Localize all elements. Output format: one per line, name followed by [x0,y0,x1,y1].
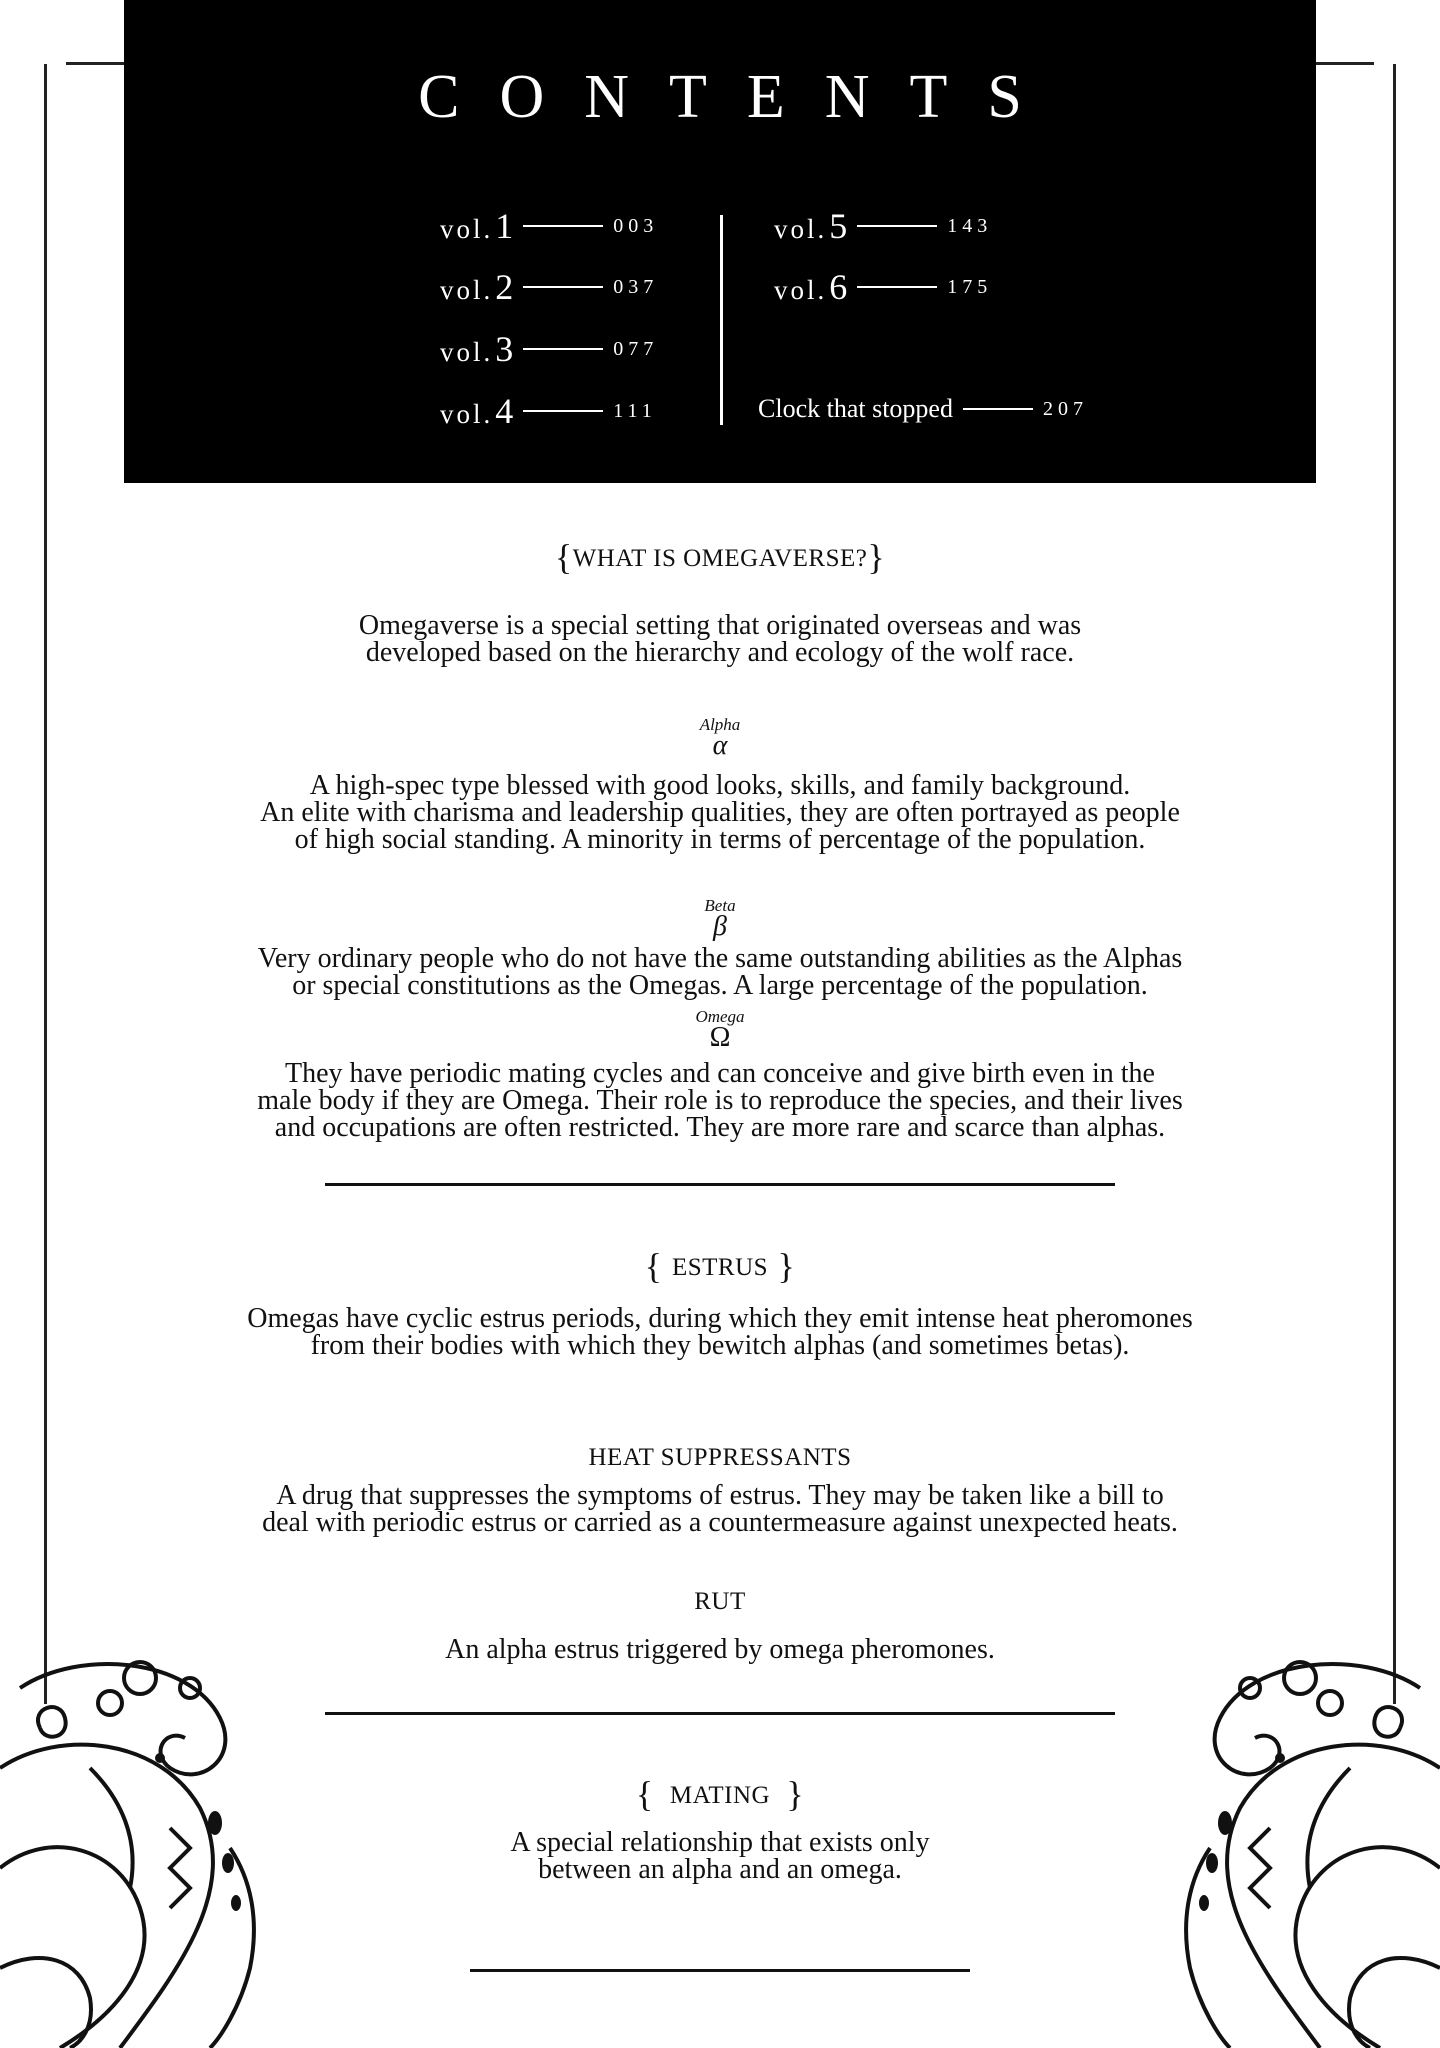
toc-leader [523,348,603,350]
toc-entry-vol-3[interactable] [440,328,658,370]
toc-label: Clock that stopped [758,394,953,423]
heat-suppressants-description: A drug that suppresses the symptoms of estrus. They may be taken like a bill to deal with periodic estrus or carried as a countermeasure against unexpected heats. [262,1480,1178,1538]
ornament-left-icon [0,1648,300,2048]
toc-leader [523,410,603,412]
estrus-description: Omegas have cyclic estrus periods, during which they emit intense heat pheromones from their bodies with which they bewitch alphas (and sometimes betas). [247,1303,1193,1361]
toc-label: vol.6 [774,267,848,307]
toc-page: 143 [947,214,993,237]
toc-leader [523,286,603,288]
omegaverse-heading: {WHAT IS OMEGAVERSE?} [554,537,886,577]
toc-entry-vol-6[interactable] [774,266,992,308]
heat-suppressants-heading: HEAT SUPPRESSANTS [588,1444,852,1471]
rut-heading: RUT [694,1588,746,1615]
toc-label: vol.1 [440,206,514,246]
mating-description: A special relationship that exists only between an alpha and an omega. [510,1827,930,1885]
omega-description: They have periodic mating cycles and can conceive and give birth even in the male body if they are Omega. Their role is to reproduce the species, and their lives and occupations are often restricted. They are more rare and scarce than alphas. [257,1058,1183,1143]
toc-page: 037 [613,275,659,298]
toc-entry-vol-2[interactable] [440,266,658,308]
section-divider [325,1712,1115,1715]
toc-label: vol.4 [440,391,514,431]
mating-heading: { MATING } [635,1774,805,1814]
toc-page: 111 [613,399,657,422]
toc-label: vol.5 [774,206,848,246]
omega-symbol: Omega Ω [695,1007,745,1053]
toc-label: vol.2 [440,267,514,307]
toc-leader [857,286,937,288]
beta-description: Very ordinary people who do not have the same outstanding abilities as the Alphas or special constitutions as the Omegas. A large percentage of the population. [257,943,1183,1001]
toc-page: 077 [613,337,659,360]
toc-entry-vol-5[interactable] [774,205,992,247]
toc-page: 175 [947,275,993,298]
alpha-symbol: Alpha α [699,715,741,761]
toc-entry-clock-that-stopped[interactable] [758,394,1088,424]
estrus-heading: { ESTRUS } [644,1246,796,1286]
toc-label: vol.3 [440,329,514,369]
contents-title: CONTENTS [418,63,1062,131]
toc-leader [523,225,603,227]
toc-page: 207 [1042,397,1088,420]
frame-left-cap [66,62,124,65]
toc-entry-vol-1[interactable] [440,205,658,247]
contents-panel [124,0,1316,483]
rut-description: An alpha estrus triggered by omega pheromones. [445,1634,995,1665]
beta-symbol: Beta β [704,896,736,942]
toc-leader [963,408,1033,410]
toc-entry-vol-4[interactable] [440,390,657,432]
frame-right-cap [1316,62,1374,65]
section-divider [325,1183,1115,1186]
ornament-right-icon [1140,1648,1440,2048]
omegaverse-intro: Omegaverse is a special setting that originated overseas and was developed based on the hierarchy and ecology of the wolf race. [358,610,1082,668]
toc-column-divider [720,215,723,425]
section-divider [470,1969,970,1972]
toc-page: 003 [613,214,659,237]
alpha-description: A high-spec type blessed with good looks, skills, and family background. An elite with charisma and leadership qualities, they are often portrayed as people of high social standing. A minority in terms of percentage of the population. [260,770,1180,855]
toc-leader [857,225,937,227]
